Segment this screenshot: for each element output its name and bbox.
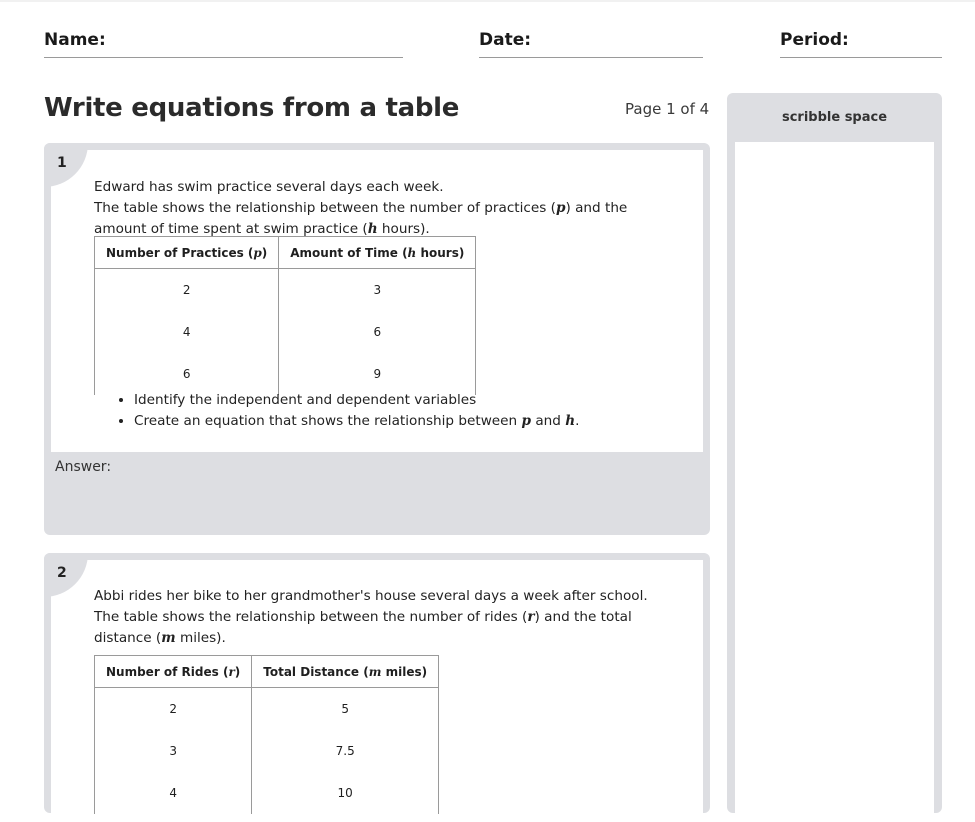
table-cell: 9 <box>279 353 476 395</box>
task-item: • Identify the independent and dependent variables <box>134 390 579 411</box>
variable: m <box>161 630 176 646</box>
page-top-border <box>0 0 975 2</box>
table-cell: 4 <box>95 772 252 814</box>
period-field[interactable] <box>780 30 849 50</box>
table-cell: 3 <box>95 730 252 772</box>
question-card-1 <box>44 143 710 535</box>
table-row <box>95 688 439 731</box>
date-label: Date: <box>479 30 532 50</box>
table-cell: 6 <box>279 311 476 353</box>
question-text: Abbi rides her bike to her grandmother's house several days a week after school. The table shows the relationship between the number of rides (r) and the total distance (m miles). <box>94 588 648 646</box>
scribble-space[interactable] <box>735 142 934 822</box>
worksheet-title: Write equations from a table <box>44 93 460 123</box>
variable: r <box>527 609 535 625</box>
date-field[interactable] <box>479 30 531 50</box>
table-cell: 6 <box>95 353 279 395</box>
table-cell: 2 <box>95 688 252 731</box>
name-underline <box>44 57 403 58</box>
table-row <box>95 269 476 312</box>
table-header-rides: Number of Rides (r) <box>95 656 252 688</box>
table-header-distance: Total Distance (m miles) <box>252 656 439 688</box>
page-indicator: Page 1 of 4 <box>625 100 710 118</box>
table-row <box>95 772 439 814</box>
data-table <box>94 655 439 814</box>
name-field[interactable] <box>44 30 106 50</box>
scribble-label: scribble space <box>781 110 888 125</box>
table-cell: 5 <box>252 688 439 731</box>
date-underline <box>479 57 703 58</box>
period-label: Period: <box>780 30 849 50</box>
table-cell: 10 <box>252 772 439 814</box>
table-row <box>95 311 476 353</box>
question-card-2 <box>44 553 710 813</box>
table-header-practices: Number of Practices (p) <box>95 237 279 269</box>
name-label: Name: <box>44 30 106 50</box>
scribble-panel <box>727 93 942 813</box>
question-body <box>51 560 703 820</box>
variable: h <box>367 221 378 237</box>
table-cell: 4 <box>95 311 279 353</box>
question-number-badge: 1 <box>44 143 88 187</box>
table-row <box>95 730 439 772</box>
task-item: • Create an equation that shows the relationship between p and h. <box>134 411 579 432</box>
question-text: Edward has swim practice several days each week. The table shows the relationship between the number of practices (p) and the amount of time spent at swim practice (h hours). <box>94 179 628 237</box>
table-row <box>95 353 476 395</box>
period-underline <box>780 57 942 58</box>
task-list <box>114 390 579 432</box>
question-number-badge: 2 <box>44 553 88 597</box>
answer-label: Answer: <box>55 459 112 475</box>
table-cell: 2 <box>95 269 279 312</box>
table-cell: 3 <box>279 269 476 312</box>
question-body <box>51 150 703 452</box>
data-table <box>94 236 476 395</box>
variable: p <box>555 200 566 216</box>
table-header-time: Amount of Time (h hours) <box>279 237 476 269</box>
table-cell: 7.5 <box>252 730 439 772</box>
